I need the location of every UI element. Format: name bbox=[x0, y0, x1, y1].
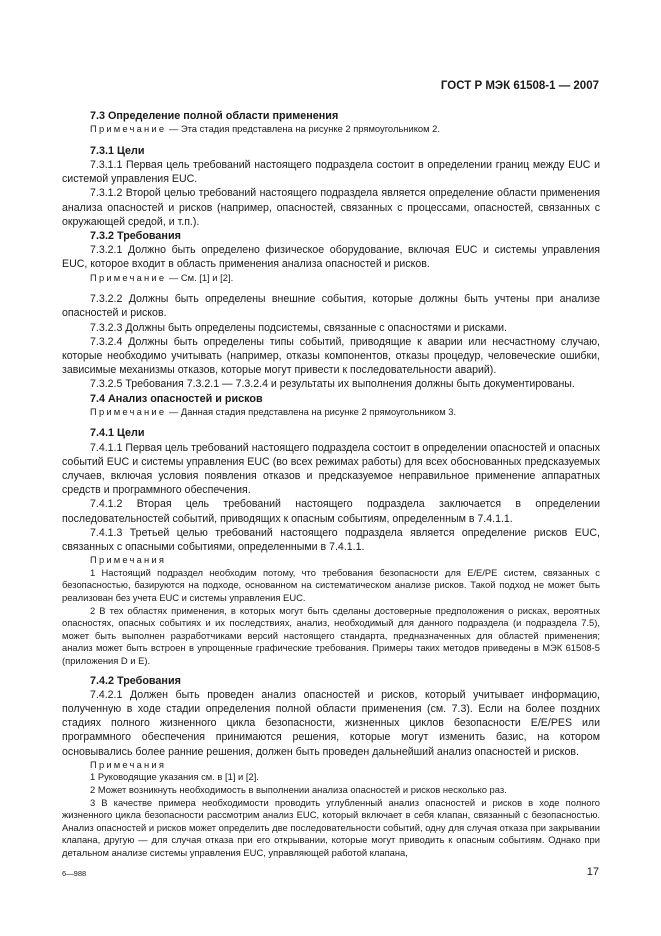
section-heading: 7.3.1 Цели bbox=[90, 144, 145, 157]
inline-note bbox=[62, 123, 600, 136]
paragraph: 7.4.1.2 Вторая цель требований настоящего подраздела заключается в определении последовательностей событий, приводящих к опасным событиям, определенным в 7.4.1.1. bbox=[62, 498, 600, 525]
paragraph: 7.4.1.1 Первая цель требований настоящего подраздела состоит в определении опасностей и опасных событий EUC и системы управления EUC (во всех режимах работы) для всех обоснованных предсказуемых случаев, включая условия появления отказов и предсказуемое неправильное применение аппаратных средств и программного обеспечения. bbox=[62, 441, 600, 497]
paragraph: 7.4.2.1 Должен быть проведен анализ опасностей и рисков, который учитывает информацию, полученную в ходе стадии определения полной области применения (см. 7.3). Если на более поздних стадиях полного жизненного цикла безопасности, жизненных циклов безопасности E/E/PES или программного обеспечения принимаются решения, которые могут изменить базис, на котором основывались более ранние решения, должен быть проведен дальнейший анализ опасностей и рисков. bbox=[62, 688, 600, 758]
section-heading: 7.4.2 Требования bbox=[90, 674, 181, 687]
paragraph: 7.3.1.1 Первая цель требований настоящего подраздела состоит в определении границ между EUC и системой управления EUC. bbox=[62, 159, 600, 186]
note-item: 1 Настоящий подраздел необходим потому, что требования безопасности для E/E/PE систем, связанных с безопасностью, базируются на подходе, основанном на систематическом анализе рисков. Такой подход не может быть реализован без учета EUC и системы управления EUC. bbox=[62, 566, 600, 604]
page-number: 17 bbox=[586, 866, 599, 878]
note-item: 3 В качестве примера необходимости проводить углубленный анализ опасностей и рисков в ходе полного жизненного цикла безопасности рассмотрим анализ EUC, который включает в себя клапан, связанный с безопасностью. Анализ опасностей и рисков может определить две последовательности событий, одну для случая отказа при закрывании клапана, другую — для случая отказа при его открывании, которые могут приводить к опасным событиям. Однако при детальном анализе системы управления EUC, управляющей работой клапана, bbox=[62, 796, 600, 858]
note-text: — См. [1] и [2]. bbox=[166, 271, 234, 283]
note-item: 2 В тех областях применения, в которых могут быть сделаны достоверные предположения о рисках, вероятных опасностях, опасных событиях и их последствиях, анализ, необходимый для данного подраздела (и подраздела 7.5), может быть выполнен разработчиками версий настоящего стандарта, предназначенных для областей применения; анализ может быть встроен в упрощенные графические требования. Примеры таких методов приведены в МЭК 61508-5 (приложения D и E). bbox=[62, 604, 600, 667]
paragraph: 7.4.1.3 Третьей целью требований настоящего подраздела является определение рисков EUC, связанных с опасными событиями, определенными в 7.4.1.1. bbox=[62, 526, 600, 554]
inline-note bbox=[62, 406, 600, 419]
notes-title: Примечания bbox=[90, 758, 167, 770]
note-label: Примечание bbox=[90, 405, 167, 417]
paragraph: 7.3.2.1 Должно быть определено физическое оборудование, включая EUC и системы управления EUC, которое входит в область применения анализа опасностей и рисков. bbox=[62, 244, 600, 271]
note-label: Примечание bbox=[90, 123, 167, 135]
paragraph: 7.3.2.3 Должны быть определены подсистемы, связанные с опасностями и рисками. bbox=[90, 321, 507, 334]
paragraph: 7.3.2.2 Должны быть определены внешние события, которые должны быть учтены при анализе опасностей и рисков. bbox=[62, 293, 600, 320]
section-heading: 7.3.2 Требования bbox=[90, 230, 181, 243]
section-heading: 7.3 Определение полной области применения bbox=[90, 110, 339, 122]
note-item: 2 Может возникнуть необходимость в выполнении анализа опасностей и рисков несколько раз. bbox=[90, 784, 507, 796]
note-text: — Эта стадия представлена на рисунке 2 прямоугольником 2. bbox=[166, 123, 441, 135]
footer-print-code: 6—988 bbox=[62, 869, 87, 878]
paragraph: 7.3.1.2 Второй целью требований настоящего подраздела является определение области применения анализа опасностей и рисков (например, опасностей, связанных с процессами, опасностей, связанных с окружающей средой, и т.п.). bbox=[62, 187, 600, 228]
notes-title: Примечания bbox=[90, 554, 167, 566]
inline-note bbox=[62, 272, 600, 285]
document-body bbox=[62, 109, 600, 866]
note-label: Примечание bbox=[90, 271, 167, 283]
note-text: — Данная стадия представлена на рисунке 2 прямоугольником 3. bbox=[166, 405, 457, 417]
document-id-header: ГОСТ Р МЭК 61508-1 — 2007 bbox=[440, 80, 599, 92]
paragraph: 7.3.2.5 Требования 7.3.2.1 — 7.3.2.4 и результаты их выполнения должны быть документированы. bbox=[90, 378, 575, 391]
paragraph: 7.3.2.4 Должны быть определены типы событий, приводящие к аварии или несчастному случаю, которые необходимо учитывать (например, отказы компонентов, отказы процедур, человеческие ошибки, зависимые механизмы отказов, которые могут привести к последовательности аварий). bbox=[62, 335, 600, 377]
note-item: 1 Руководящие указания см. в [1] и [2]. bbox=[90, 771, 259, 783]
section-heading: 7.4.1 Цели bbox=[90, 427, 145, 440]
section-heading: 7.4 Анализ опасностей и рисков bbox=[90, 392, 263, 405]
